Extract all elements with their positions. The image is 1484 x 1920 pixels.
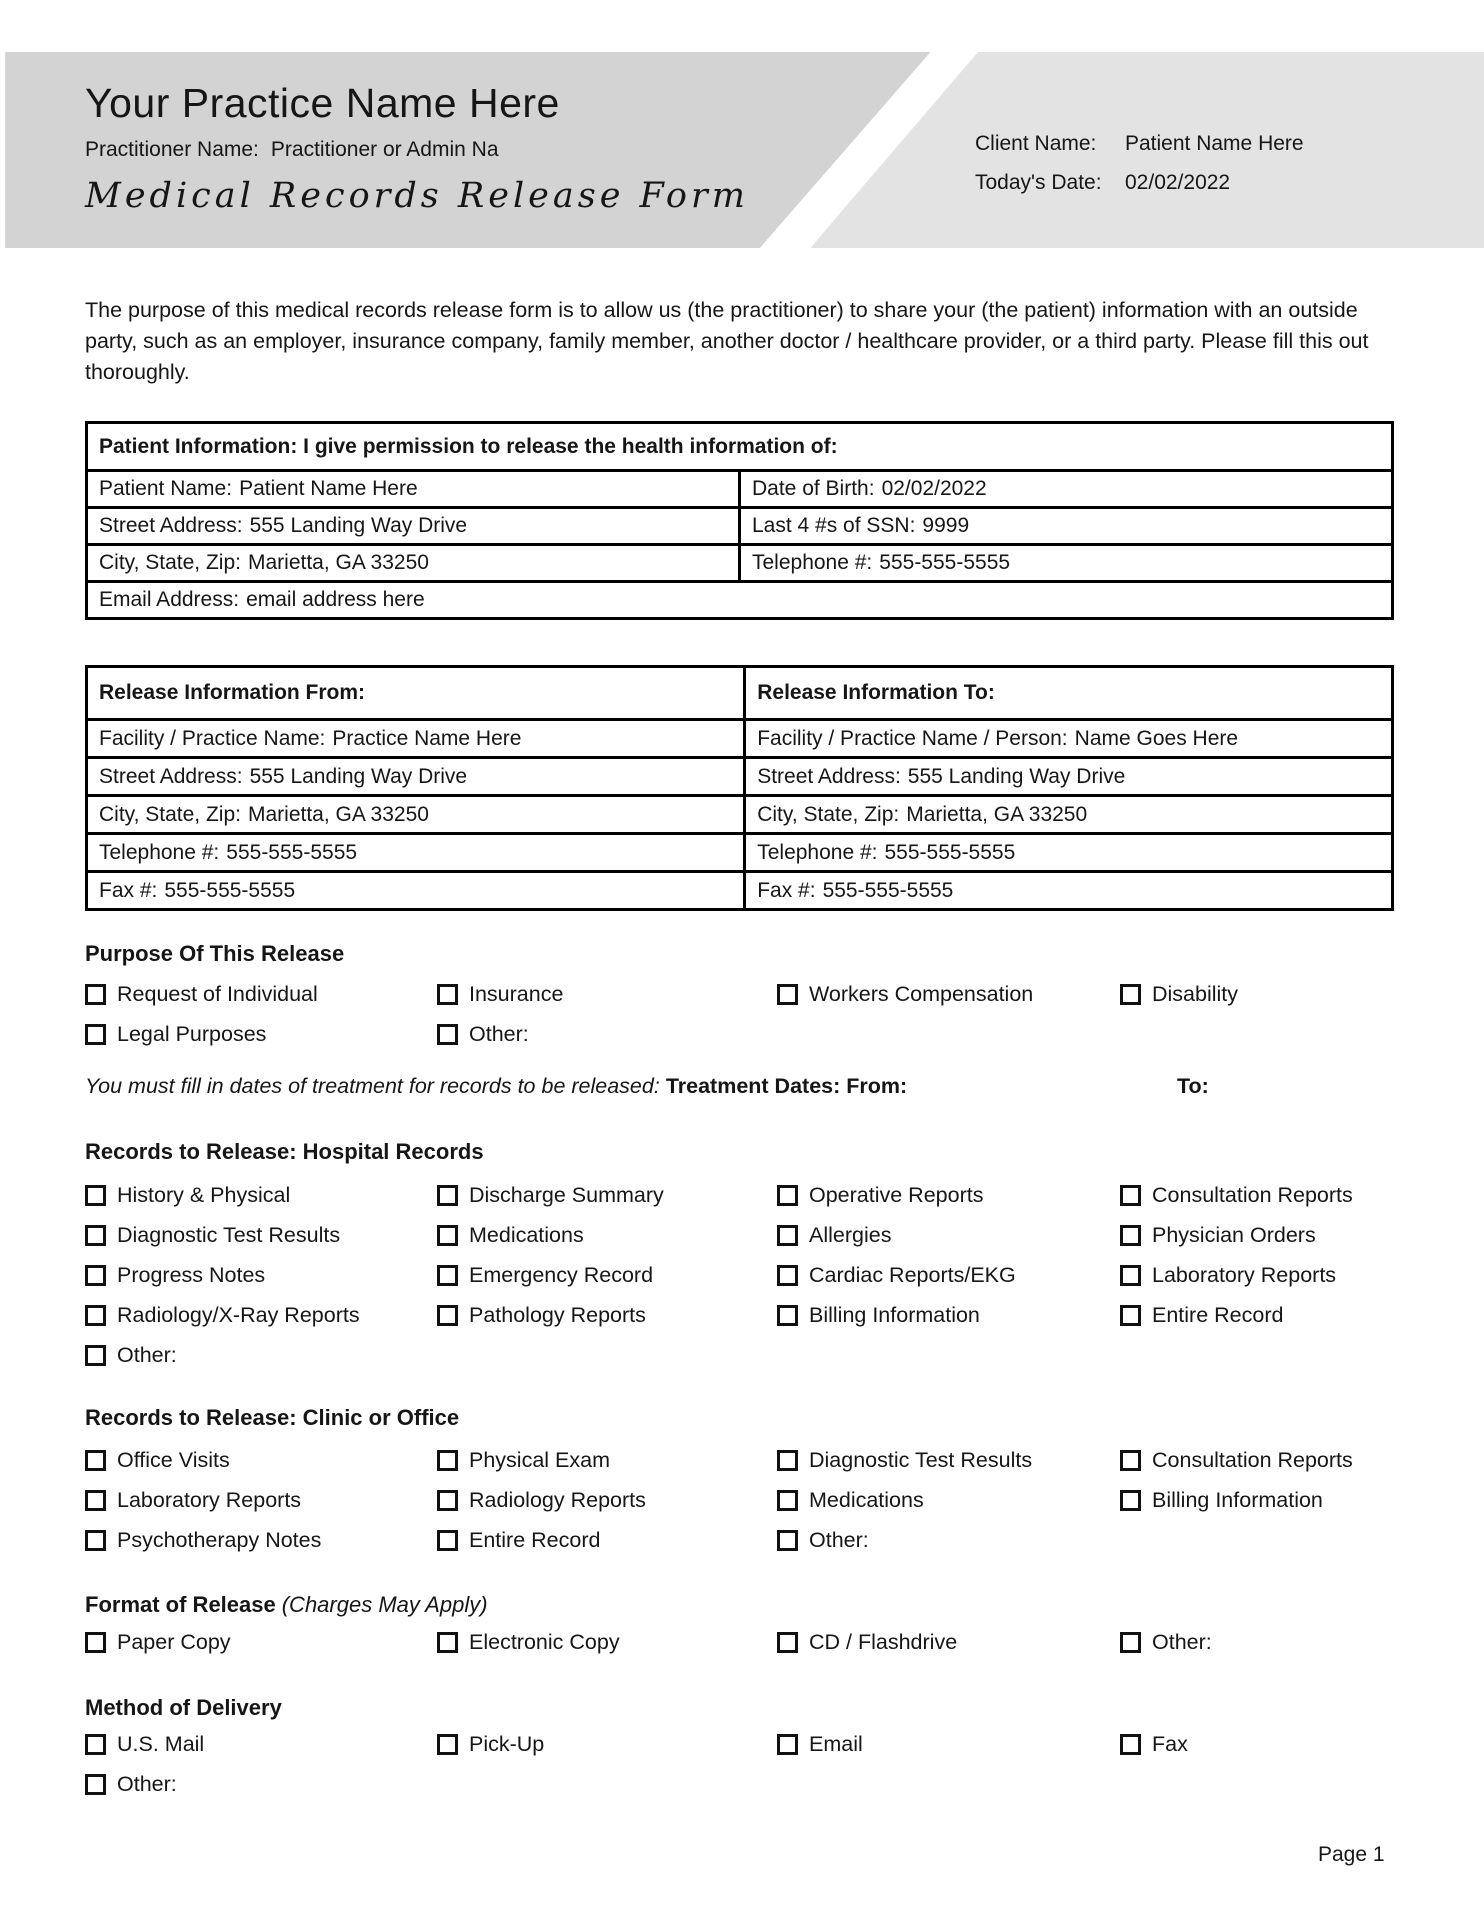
physical-exam-checkbox[interactable] bbox=[437, 1450, 458, 1471]
checkbox-item-clinic-diagnostic-test-results bbox=[777, 1447, 1120, 1474]
to-facility-field[interactable]: Name Goes Here bbox=[1074, 726, 1239, 750]
table-row bbox=[87, 796, 1393, 834]
checkbox-item-progress-notes bbox=[85, 1262, 437, 1289]
table-row bbox=[87, 758, 1393, 796]
checkbox-item-operative-reports bbox=[777, 1182, 1120, 1209]
from-city-field[interactable]: Marietta, GA 33250 bbox=[248, 802, 429, 826]
clinic-medications-checkbox[interactable] bbox=[777, 1490, 798, 1511]
checkbox-item-diagnostic-test-results bbox=[85, 1222, 437, 1249]
checkbox-item-physician-orders bbox=[1120, 1222, 1397, 1249]
client-block bbox=[975, 124, 1304, 202]
allergies-label: Allergies bbox=[809, 1223, 892, 1247]
cd-flashdrive-label: CD / Flashdrive bbox=[809, 1630, 958, 1654]
delivery-options bbox=[85, 1731, 1397, 1798]
checkbox-item-email bbox=[777, 1731, 1120, 1758]
progress-notes-checkbox[interactable] bbox=[85, 1265, 106, 1286]
checkbox-item-legal-purposes bbox=[85, 1021, 437, 1048]
checkbox-item-emergency-record bbox=[437, 1262, 777, 1289]
charges-may-apply-note: (Charges May Apply) bbox=[281, 1592, 488, 1617]
checkbox-item-request-of-individual bbox=[85, 981, 437, 1008]
checkbox-item-purpose-other bbox=[437, 1021, 777, 1048]
to-street-field[interactable]: 555 Landing Way Drive bbox=[907, 764, 1126, 788]
clinic-consultation-reports-label: Consultation Reports bbox=[1152, 1448, 1353, 1472]
checkbox-item-allergies bbox=[777, 1222, 1120, 1249]
from-telephone-field[interactable]: 555-555-5555 bbox=[226, 840, 358, 864]
clinic-diagnostic-test-results-checkbox[interactable] bbox=[777, 1450, 798, 1471]
entire-record-checkbox[interactable] bbox=[1120, 1305, 1141, 1326]
from-fax-label: Fax #: bbox=[99, 878, 158, 902]
checkbox-item-electronic-copy bbox=[437, 1629, 777, 1656]
checkbox-item-format-other bbox=[1120, 1629, 1397, 1656]
to-city-field[interactable]: Marietta, GA 33250 bbox=[906, 802, 1088, 826]
disability-checkbox[interactable] bbox=[1120, 984, 1141, 1005]
radiology-reports-checkbox[interactable] bbox=[437, 1490, 458, 1511]
clinic-diagnostic-test-results-label: Diagnostic Test Results bbox=[809, 1448, 1033, 1472]
electronic-copy-label: Electronic Copy bbox=[469, 1630, 620, 1654]
cd-flashdrive-checkbox[interactable] bbox=[777, 1632, 798, 1653]
legal-purposes-checkbox[interactable] bbox=[85, 1024, 106, 1045]
patient-info-title-row bbox=[87, 423, 1393, 471]
diagnostic-test-results-checkbox[interactable] bbox=[85, 1225, 106, 1246]
request-of-individual-checkbox[interactable] bbox=[85, 984, 106, 1005]
emergency-record-checkbox[interactable] bbox=[437, 1265, 458, 1286]
discharge-summary-label: Discharge Summary bbox=[469, 1183, 664, 1207]
checkbox-item-physical-exam bbox=[437, 1447, 777, 1474]
purpose-other-label: Other: bbox=[469, 1022, 529, 1046]
email-field[interactable]: email address here bbox=[246, 588, 425, 611]
paper-copy-label: Paper Copy bbox=[117, 1630, 231, 1654]
release-from-title: Release Information From: bbox=[87, 667, 745, 720]
checkbox-item-paper-copy bbox=[85, 1629, 437, 1656]
treatment-instruction: You must fill in dates of treatment for records to be released: bbox=[85, 1074, 660, 1098]
from-telephone-label: Telephone #: bbox=[99, 840, 220, 864]
us-mail-checkbox[interactable] bbox=[85, 1734, 106, 1755]
checkbox-item-entire-record bbox=[1120, 1302, 1397, 1329]
ssn-label: Last 4 #s of SSN: bbox=[752, 514, 916, 537]
insurance-label: Insurance bbox=[469, 982, 564, 1006]
header-content bbox=[85, 80, 749, 216]
checkbox-item-discharge-summary bbox=[437, 1182, 777, 1209]
laboratory-reports-checkbox[interactable] bbox=[1120, 1265, 1141, 1286]
street-address-label: Street Address: bbox=[99, 514, 243, 537]
format-of-release-title: Format of Release bbox=[85, 1592, 276, 1617]
consultation-reports-checkbox[interactable] bbox=[1120, 1185, 1141, 1206]
checkbox-item-insurance bbox=[437, 981, 777, 1008]
telephone-label: Telephone #: bbox=[752, 551, 873, 574]
cardiac-reports-ekg-checkbox[interactable] bbox=[777, 1265, 798, 1286]
header-band bbox=[0, 52, 1484, 248]
consultation-reports-label: Consultation Reports bbox=[1152, 1183, 1353, 1207]
checkbox-item-fax bbox=[1120, 1731, 1397, 1758]
physical-exam-label: Physical Exam bbox=[469, 1448, 610, 1472]
patient-name-label: Patient Name: bbox=[99, 477, 233, 500]
radiology-xray-reports-label: Radiology/X-Ray Reports bbox=[117, 1303, 360, 1327]
physician-orders-checkbox[interactable] bbox=[1120, 1225, 1141, 1246]
clinic-entire-record-label: Entire Record bbox=[469, 1528, 601, 1552]
allergies-checkbox[interactable] bbox=[777, 1225, 798, 1246]
clinic-records-heading: Records to Release: Clinic or Office bbox=[85, 1405, 460, 1430]
practice-name: Your Practice Name Here bbox=[85, 80, 560, 126]
clinic-billing-information-label: Billing Information bbox=[1152, 1488, 1323, 1512]
workers-compensation-label: Workers Compensation bbox=[809, 982, 1034, 1006]
clinic-entire-record-checkbox[interactable] bbox=[437, 1530, 458, 1551]
clinic-laboratory-reports-checkbox[interactable] bbox=[85, 1490, 106, 1511]
to-facility-label: Facility / Practice Name / Person: bbox=[757, 726, 1068, 750]
workers-compensation-checkbox[interactable] bbox=[777, 984, 798, 1005]
table-row bbox=[87, 545, 1393, 582]
checkbox-item-clinic-laboratory-reports bbox=[85, 1487, 437, 1514]
checkbox-item-radiology-xray-reports bbox=[85, 1302, 437, 1329]
to-city-label: City, State, Zip: bbox=[757, 802, 900, 826]
patient-info-table bbox=[85, 421, 1394, 620]
clinic-laboratory-reports-label: Laboratory Reports bbox=[117, 1488, 302, 1512]
hospital-other-label: Other: bbox=[117, 1343, 177, 1367]
city-state-zip-label: City, State, Zip: bbox=[99, 551, 241, 574]
method-of-delivery-heading: Method of Delivery bbox=[85, 1695, 282, 1720]
checkbox-item-medications bbox=[437, 1222, 777, 1249]
form-body bbox=[85, 295, 1397, 1798]
physician-orders-label: Physician Orders bbox=[1152, 1223, 1316, 1247]
dob-field[interactable]: 02/02/2022 bbox=[881, 477, 987, 500]
date-label: Today's Date: bbox=[975, 171, 1102, 194]
emergency-record-label: Emergency Record bbox=[469, 1263, 654, 1287]
radiology-reports-label: Radiology Reports bbox=[469, 1488, 646, 1512]
checkbox-item-pathology-reports bbox=[437, 1302, 777, 1329]
to-fax-field[interactable]: 555-555-5555 bbox=[822, 878, 954, 902]
psychotherapy-notes-label: Psychotherapy Notes bbox=[117, 1528, 322, 1552]
operative-reports-label: Operative Reports bbox=[809, 1183, 984, 1207]
patient-info-title: Patient Information: I give permission to release the health information of: bbox=[87, 423, 1393, 471]
from-facility-label: Facility / Practice Name: bbox=[99, 726, 326, 750]
checkbox-item-clinic-billing-information bbox=[1120, 1487, 1397, 1514]
electronic-copy-checkbox[interactable] bbox=[437, 1632, 458, 1653]
checkbox-item-clinic-other bbox=[777, 1527, 1120, 1554]
release-info-table bbox=[85, 665, 1394, 911]
release-to-title: Release Information To: bbox=[745, 667, 1393, 720]
clinic-other-checkbox[interactable] bbox=[777, 1530, 798, 1551]
clinic-other-label: Other: bbox=[809, 1528, 869, 1552]
checkbox-item-cd-flashdrive bbox=[777, 1629, 1120, 1656]
checkbox-item-billing-information bbox=[777, 1302, 1120, 1329]
from-street-field[interactable]: 555 Landing Way Drive bbox=[249, 764, 468, 788]
diagnostic-test-results-label: Diagnostic Test Results bbox=[117, 1223, 341, 1247]
checkbox-item-clinic-entire-record bbox=[437, 1527, 777, 1554]
fax-checkbox[interactable] bbox=[1120, 1734, 1141, 1755]
legal-purposes-label: Legal Purposes bbox=[117, 1022, 267, 1046]
operative-reports-checkbox[interactable] bbox=[777, 1185, 798, 1206]
treatment-dates-line bbox=[85, 1074, 1397, 1101]
paper-copy-checkbox[interactable] bbox=[85, 1632, 106, 1653]
laboratory-reports-label: Laboratory Reports bbox=[1152, 1263, 1337, 1287]
us-mail-label: U.S. Mail bbox=[117, 1732, 205, 1756]
page-number: Page 1 bbox=[1318, 1843, 1385, 1866]
discharge-summary-checkbox[interactable] bbox=[437, 1185, 458, 1206]
checkbox-item-pick-up bbox=[437, 1731, 777, 1758]
checkbox-item-radiology-reports bbox=[437, 1487, 777, 1514]
date-value[interactable]: 02/02/2022 bbox=[1125, 171, 1231, 194]
progress-notes-label: Progress Notes bbox=[117, 1263, 266, 1287]
to-telephone-label: Telephone #: bbox=[757, 840, 878, 864]
from-city-label: City, State, Zip: bbox=[99, 802, 241, 826]
checkbox-item-psychotherapy-notes bbox=[85, 1527, 437, 1554]
format-other-checkbox[interactable] bbox=[1120, 1632, 1141, 1653]
to-street-label: Street Address: bbox=[757, 764, 901, 788]
checkbox-item-consultation-reports bbox=[1120, 1182, 1397, 1209]
format-options bbox=[85, 1629, 1397, 1656]
to-telephone-field[interactable]: 555-555-5555 bbox=[884, 840, 1016, 864]
insurance-checkbox[interactable] bbox=[437, 984, 458, 1005]
telephone-field[interactable]: 555-555-5555 bbox=[879, 551, 1011, 574]
table-row bbox=[87, 471, 1393, 508]
intro-paragraph: The purpose of this medical records release form is to allow us (the practitioner) to share your (the patient) information with an outside party, such as an employer, insurance company, family member, another doctor / healthcare provider, or a third party. Please fill this out thoroughly. bbox=[85, 298, 1369, 384]
delivery-other-label: Other: bbox=[117, 1772, 177, 1796]
release-title-row bbox=[87, 667, 1393, 720]
medications-checkbox[interactable] bbox=[437, 1225, 458, 1246]
clinic-medications-label: Medications bbox=[809, 1488, 924, 1512]
radiology-xray-reports-checkbox[interactable] bbox=[85, 1305, 106, 1326]
email-checkbox[interactable] bbox=[777, 1734, 798, 1755]
billing-information-checkbox[interactable] bbox=[777, 1305, 798, 1326]
cardiac-reports-ekg-label: Cardiac Reports/EKG bbox=[809, 1263, 1016, 1287]
table-row bbox=[87, 582, 1393, 619]
from-street-label: Street Address: bbox=[99, 764, 243, 788]
to-fax-label: Fax #: bbox=[757, 878, 816, 902]
entire-record-label: Entire Record bbox=[1152, 1303, 1284, 1327]
client-name-line bbox=[975, 124, 1304, 163]
format-other-label: Other: bbox=[1152, 1630, 1212, 1654]
request-of-individual-label: Request of Individual bbox=[117, 982, 318, 1006]
pathology-reports-checkbox[interactable] bbox=[437, 1305, 458, 1326]
hospital-records-heading: Records to Release: Hospital Records bbox=[85, 1139, 484, 1164]
pathology-reports-label: Pathology Reports bbox=[469, 1303, 646, 1327]
practitioner-value[interactable]: Practitioner or Admin Na bbox=[270, 138, 499, 161]
medications-label: Medications bbox=[469, 1223, 584, 1247]
checkbox-item-laboratory-reports bbox=[1120, 1262, 1397, 1289]
office-visits-label: Office Visits bbox=[117, 1448, 230, 1472]
format-of-release-heading bbox=[85, 1592, 1397, 1618]
treatment-dates-to-label[interactable]: To: bbox=[1177, 1074, 1209, 1098]
pick-up-checkbox[interactable] bbox=[437, 1734, 458, 1755]
pick-up-label: Pick-Up bbox=[469, 1732, 545, 1756]
clinic-records-options bbox=[85, 1447, 1397, 1554]
email-label: Email bbox=[809, 1732, 863, 1756]
clinic-billing-information-checkbox[interactable] bbox=[1120, 1490, 1141, 1511]
city-state-zip-field[interactable]: Marietta, GA 33250 bbox=[248, 551, 429, 574]
checkbox-item-workers-compensation bbox=[777, 981, 1120, 1008]
form-title: Medical Records Release Form bbox=[85, 176, 749, 216]
psychotherapy-notes-checkbox[interactable] bbox=[85, 1530, 106, 1551]
client-name-label: Client Name: bbox=[975, 132, 1097, 155]
email-label: Email Address: bbox=[99, 588, 240, 611]
ssn-field[interactable]: 9999 bbox=[922, 514, 970, 537]
purpose-heading: Purpose Of This Release bbox=[85, 941, 345, 966]
history-physical-label: History & Physical bbox=[117, 1183, 291, 1207]
from-facility-field[interactable]: Practice Name Here bbox=[332, 726, 522, 750]
treatment-dates-from-label[interactable]: Treatment Dates: From: bbox=[665, 1074, 908, 1098]
checkbox-item-history-physical bbox=[85, 1182, 437, 1209]
table-row bbox=[87, 872, 1393, 910]
checkbox-item-us-mail bbox=[85, 1731, 437, 1758]
table-row bbox=[87, 834, 1393, 872]
checkbox-item-office-visits bbox=[85, 1447, 437, 1474]
dob-label: Date of Birth: bbox=[752, 477, 875, 500]
checkbox-item-disability bbox=[1120, 981, 1397, 1008]
hospital-other-checkbox[interactable] bbox=[85, 1345, 106, 1366]
date-line bbox=[975, 163, 1304, 202]
checkbox-item-cardiac-reports-ekg bbox=[777, 1262, 1120, 1289]
street-address-field[interactable]: 555 Landing Way Drive bbox=[249, 514, 468, 537]
history-physical-checkbox[interactable] bbox=[85, 1185, 106, 1206]
disability-label: Disability bbox=[1152, 982, 1239, 1006]
purpose-options bbox=[85, 981, 1397, 1048]
client-name-value[interactable]: Patient Name Here bbox=[1125, 132, 1304, 155]
billing-information-label: Billing Information bbox=[809, 1303, 980, 1327]
table-row bbox=[87, 508, 1393, 545]
checkbox-item-clinic-consultation-reports bbox=[1120, 1447, 1397, 1474]
table-row bbox=[87, 720, 1393, 758]
checkbox-item-hospital-other bbox=[85, 1342, 437, 1369]
patient-name-field[interactable]: Patient Name Here bbox=[239, 477, 418, 500]
checkbox-item-delivery-other bbox=[85, 1771, 437, 1798]
checkbox-item-clinic-medications bbox=[777, 1487, 1120, 1514]
clinic-consultation-reports-checkbox[interactable] bbox=[1120, 1450, 1141, 1471]
from-fax-field[interactable]: 555-555-5555 bbox=[164, 878, 296, 902]
practitioner-line bbox=[85, 138, 749, 162]
fax-label: Fax bbox=[1152, 1732, 1188, 1756]
office-visits-checkbox[interactable] bbox=[85, 1450, 106, 1471]
practitioner-label: Practitioner Name: bbox=[85, 138, 259, 161]
delivery-other-checkbox[interactable] bbox=[85, 1774, 106, 1795]
hospital-records-options bbox=[85, 1182, 1397, 1369]
purpose-other-checkbox[interactable] bbox=[437, 1024, 458, 1045]
